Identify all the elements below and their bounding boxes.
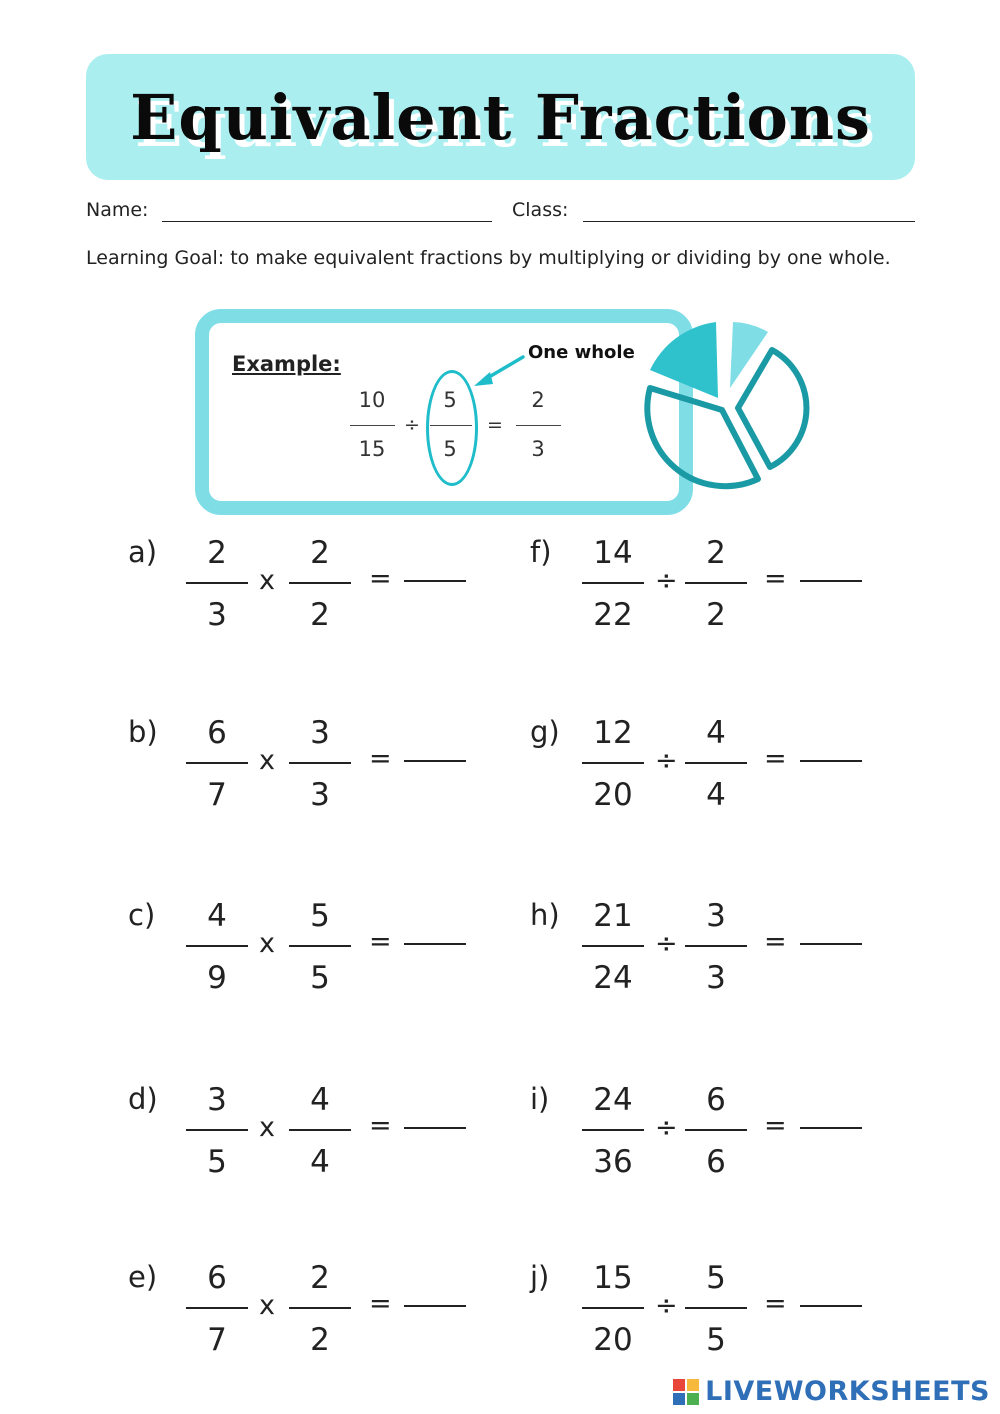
numerator-1: 24 [593, 1082, 633, 1118]
footer-text: LIVEWORKSHEETS [705, 1376, 990, 1407]
pie-chart-icon [647, 322, 806, 486]
question-letter: f) [530, 535, 552, 569]
operator-sign: ÷ [655, 1290, 678, 1321]
denominator-1: 3 [207, 597, 227, 633]
one-whole-callout: One whole [528, 342, 635, 363]
numerator-1: 12 [593, 715, 633, 751]
numerator-2: 3 [706, 898, 726, 934]
numerator-2: 3 [310, 715, 330, 751]
equals-sign: = [369, 743, 392, 774]
numerator-2: 5 [706, 1260, 726, 1296]
numerator-2: 6 [706, 1082, 726, 1118]
question-letter: e) [128, 1260, 158, 1294]
example-divide-sign: ÷ [404, 414, 420, 436]
answer-blank[interactable] [800, 580, 862, 582]
operator-sign: x [259, 928, 275, 959]
fraction-bar-2 [289, 762, 351, 764]
example-label: Example: [232, 352, 341, 376]
denominator-2: 2 [310, 597, 330, 633]
denominator-1: 36 [593, 1144, 633, 1180]
denominator-2: 2 [310, 1322, 330, 1358]
fraction-bar-1 [582, 1307, 644, 1309]
fraction-bar-1 [186, 945, 248, 947]
answer-blank[interactable] [800, 760, 862, 762]
numerator-1: 2 [207, 535, 227, 571]
footer-brand [673, 1376, 990, 1407]
denominator-2: 4 [310, 1144, 330, 1180]
numerator-2: 2 [706, 535, 726, 571]
fraction-bar-2 [685, 1129, 747, 1131]
operator-sign: x [259, 565, 275, 596]
answer-blank[interactable] [800, 1127, 862, 1129]
question-letter: c) [128, 898, 156, 932]
fraction-bar-2 [685, 762, 747, 764]
fraction-bar-1 [582, 582, 644, 584]
equals-sign: = [369, 1288, 392, 1319]
name-label: Name: [86, 199, 149, 221]
denominator-1: 20 [593, 1322, 633, 1358]
question-letter: h) [530, 898, 560, 932]
question-letter: i) [530, 1082, 550, 1116]
fraction-bar-1 [186, 1129, 248, 1131]
operator-sign: ÷ [655, 565, 678, 596]
equals-sign: = [764, 926, 787, 957]
answer-blank[interactable] [404, 943, 466, 945]
class-label: Class: [512, 199, 569, 221]
fraction-bar-1 [582, 945, 644, 947]
equals-sign: = [764, 1288, 787, 1319]
fraction-bar-1 [186, 762, 248, 764]
fraction-bar-2 [289, 945, 351, 947]
answer-blank[interactable] [404, 760, 466, 762]
denominator-2: 6 [706, 1144, 726, 1180]
numerator-1: 4 [207, 898, 227, 934]
fraction-bar-2 [289, 1307, 351, 1309]
fraction-bar-2 [289, 1129, 351, 1131]
operator-sign: x [259, 1290, 275, 1321]
denominator-1: 20 [593, 777, 633, 813]
fraction-bar-1 [186, 1307, 248, 1309]
fraction-bar-2 [289, 582, 351, 584]
denominator-2: 5 [706, 1322, 726, 1358]
numerator-2: 2 [310, 535, 330, 571]
numerator-1: 21 [593, 898, 633, 934]
fraction-bar-1 [582, 762, 644, 764]
answer-blank[interactable] [404, 1127, 466, 1129]
equals-sign: = [369, 1110, 392, 1141]
operator-sign: x [259, 1112, 275, 1143]
operator-sign: ÷ [655, 928, 678, 959]
denominator-1: 24 [593, 960, 633, 996]
denominator-1: 7 [207, 777, 227, 813]
example-equals-sign: = [487, 414, 503, 436]
equals-sign: = [369, 563, 392, 594]
equals-sign: = [764, 1110, 787, 1141]
question-letter: d) [128, 1082, 158, 1116]
fraction-bar-1 [582, 1129, 644, 1131]
numerator-1: 15 [593, 1260, 633, 1296]
denominator-1: 9 [207, 960, 227, 996]
numerator-2: 4 [310, 1082, 330, 1118]
numerator-2: 4 [706, 715, 726, 751]
denominator-2: 3 [310, 777, 330, 813]
denominator-2: 2 [706, 597, 726, 633]
example-denominator-1: 15 [358, 437, 386, 461]
equals-sign: = [369, 926, 392, 957]
denominator-1: 5 [207, 1144, 227, 1180]
numerator-1: 14 [593, 535, 633, 571]
operator-sign: ÷ [655, 1112, 678, 1143]
answer-blank[interactable] [404, 1305, 466, 1307]
equals-sign: = [764, 743, 787, 774]
arrow-icon [474, 357, 523, 386]
numerator-1: 6 [207, 715, 227, 751]
example-numerator-2: 5 [443, 388, 457, 412]
numerator-1: 6 [207, 1260, 227, 1296]
numerator-2: 2 [310, 1260, 330, 1296]
fraction-bar-2 [685, 1307, 747, 1309]
fraction-bar-2 [685, 582, 747, 584]
numerator-1: 3 [207, 1082, 227, 1118]
denominator-2: 3 [706, 960, 726, 996]
answer-blank[interactable] [800, 943, 862, 945]
example-denominator-2: 5 [443, 437, 457, 461]
example-result-denominator: 3 [531, 437, 545, 461]
liveworksheets-logo-icon [673, 1379, 699, 1405]
question-letter: b) [128, 715, 158, 749]
question-letter: j) [530, 1260, 550, 1294]
example-numerator-1: 10 [358, 388, 386, 412]
operator-sign: ÷ [655, 745, 678, 776]
denominator-2: 4 [706, 777, 726, 813]
denominator-1: 7 [207, 1322, 227, 1358]
numerator-2: 5 [310, 898, 330, 934]
fraction-bar-2 [685, 945, 747, 947]
fraction-bar-1 [186, 582, 248, 584]
learning-goal: Learning Goal: to make equivalent fractions by multiplying or dividing by one whole. [86, 247, 891, 269]
equals-sign: = [764, 563, 787, 594]
answer-blank[interactable] [800, 1305, 862, 1307]
answer-blank[interactable] [404, 580, 466, 582]
operator-sign: x [259, 745, 275, 776]
denominator-1: 22 [593, 597, 633, 633]
page-title: Equivalent Fractions [130, 80, 871, 154]
example-result-numerator: 2 [531, 388, 545, 412]
denominator-2: 5 [310, 960, 330, 996]
question-letter: g) [530, 715, 560, 749]
question-letter: a) [128, 535, 158, 569]
